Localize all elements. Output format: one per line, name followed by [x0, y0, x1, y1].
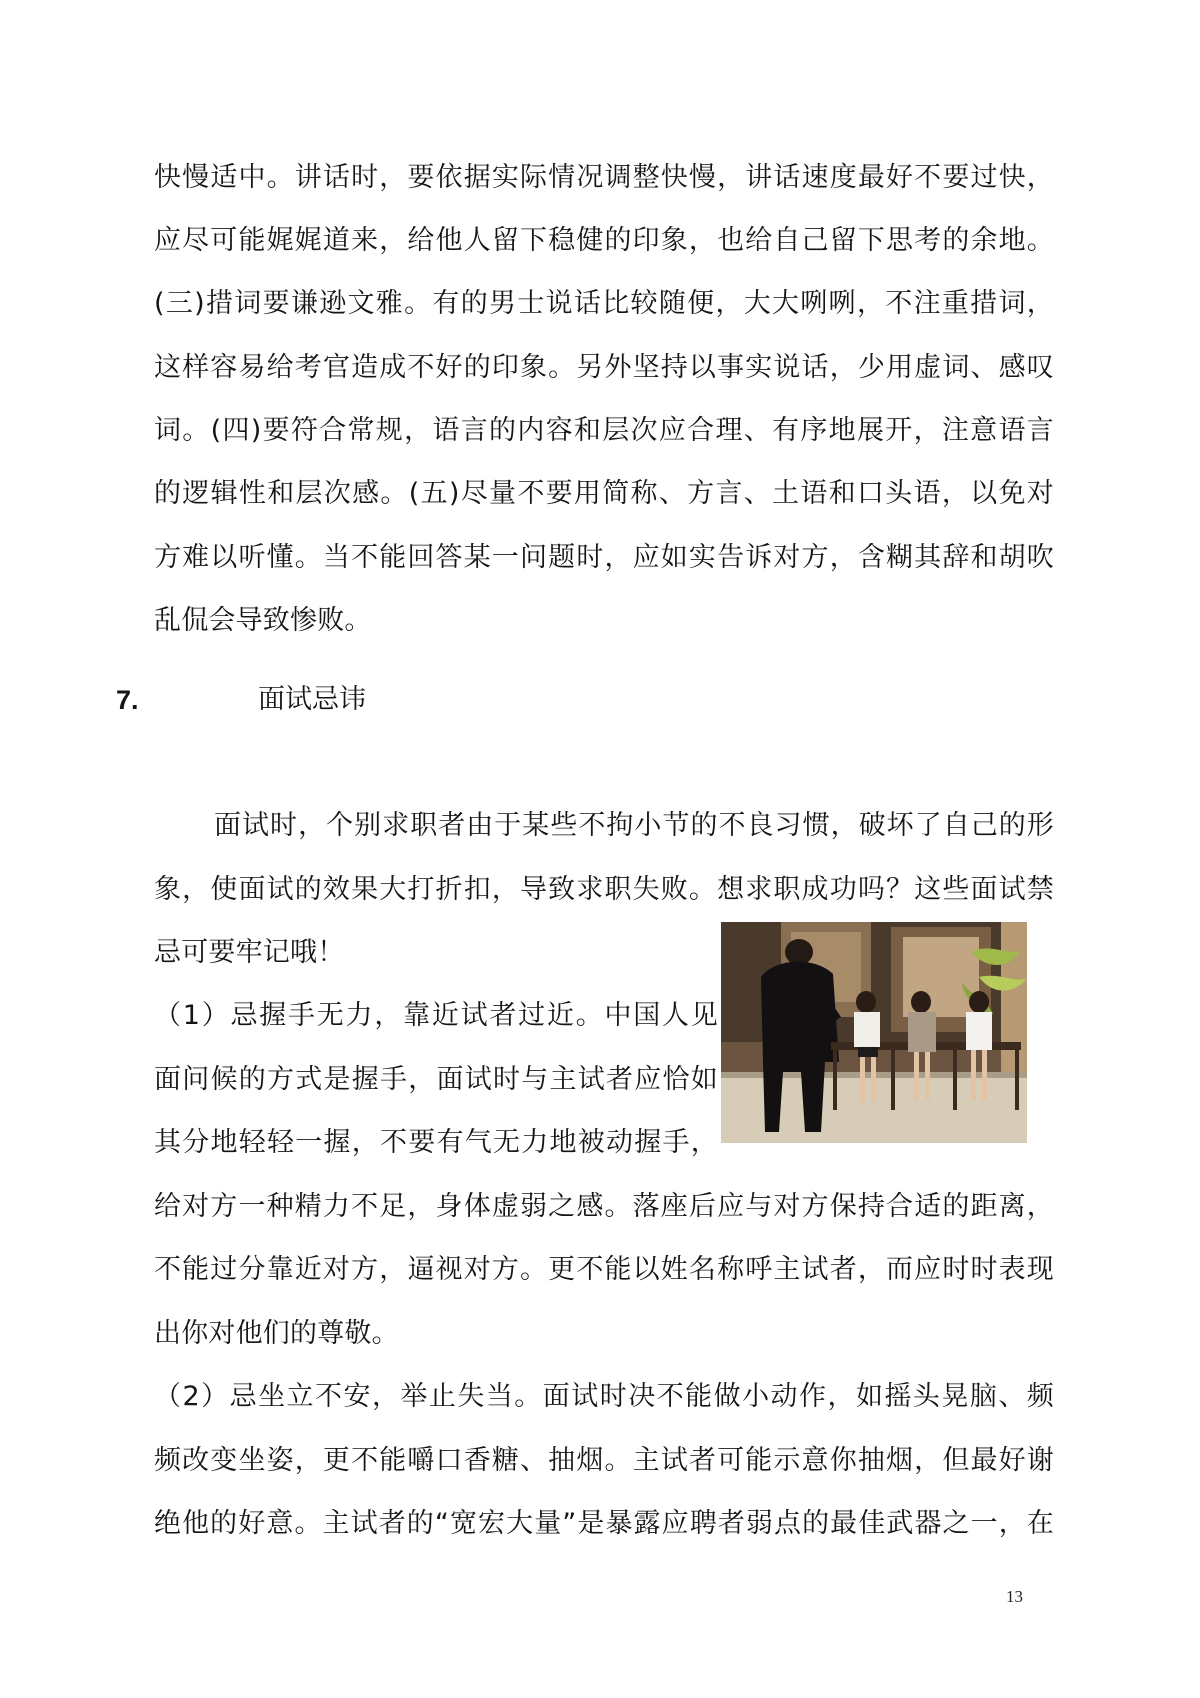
text-line: 给对方一种精力不足，身体虚弱之感。落座后应与对方保持合适的距离，	[154, 1191, 1054, 1222]
text-line: 其分地轻轻一握，不要有气无力地被动握手，	[154, 1127, 718, 1158]
text-line: （2）忌坐立不安，举止失当。面试时决不能做小动作，如摇头晃脑、频	[154, 1381, 1054, 1412]
interview-photo	[721, 922, 1027, 1143]
text-line: 绝他的好意。主试者的“宽宏大量”是暴露应聘者弱点的最佳武器之一，在	[154, 1508, 1054, 1539]
text-line: 快慢适中。讲话时，要依据实际情况调整快慢，讲话速度最好不要过快，	[154, 162, 1054, 193]
text-line: 的逻辑性和层次感。(五)尽量不要用简称、方言、土语和口头语，以免对	[154, 478, 1054, 509]
text-line: 出你对他们的尊敬。	[154, 1318, 399, 1349]
section-title: 面试忌讳	[258, 684, 366, 715]
text-line: 乱侃会导致惨败。	[154, 605, 372, 636]
text-line: 方难以听懂。当不能回答某一问题时，应如实告诉对方，含糊其辞和胡吹	[154, 542, 1054, 573]
text-line: （1）忌握手无力，靠近试者过近。中国人见	[154, 1000, 718, 1031]
text-line: 词。(四)要符合常规，语言的内容和层次应合理、有序地展开，注意语言	[154, 415, 1054, 446]
text-line: 频改变坐姿，更不能嚼口香糖、抽烟。主试者可能示意你抽烟，但最好谢	[154, 1445, 1054, 1476]
text-line: 面试时，个别求职者由于某些不拘小节的不良习惯，破坏了自己的形	[214, 810, 1054, 841]
text-line: 不能过分靠近对方，逼视对方。更不能以姓名称呼主试者，而应时时表现	[154, 1254, 1054, 1285]
text-line: 忌可要牢记哦！	[154, 937, 345, 968]
text-line: (三)措词要谦逊文雅。有的男士说话比较随便，大大咧咧，不注重措词，	[154, 288, 1054, 319]
section-number: 7.	[116, 685, 139, 715]
page-number: 13	[1006, 1587, 1023, 1606]
text-line: 应尽可能娓娓道来，给他人留下稳健的印象，也给自己留下思考的余地。	[154, 225, 1054, 256]
text-line: 面问候的方式是握手，面试时与主试者应恰如	[154, 1064, 718, 1095]
text-line: 这样容易给考官造成不好的印象。另外坚持以事实说话，少用虚词、感叹	[154, 352, 1054, 383]
text-line: 象，使面试的效果大打折扣，导致求职失败。想求职成功吗？这些面试禁	[154, 874, 1054, 905]
